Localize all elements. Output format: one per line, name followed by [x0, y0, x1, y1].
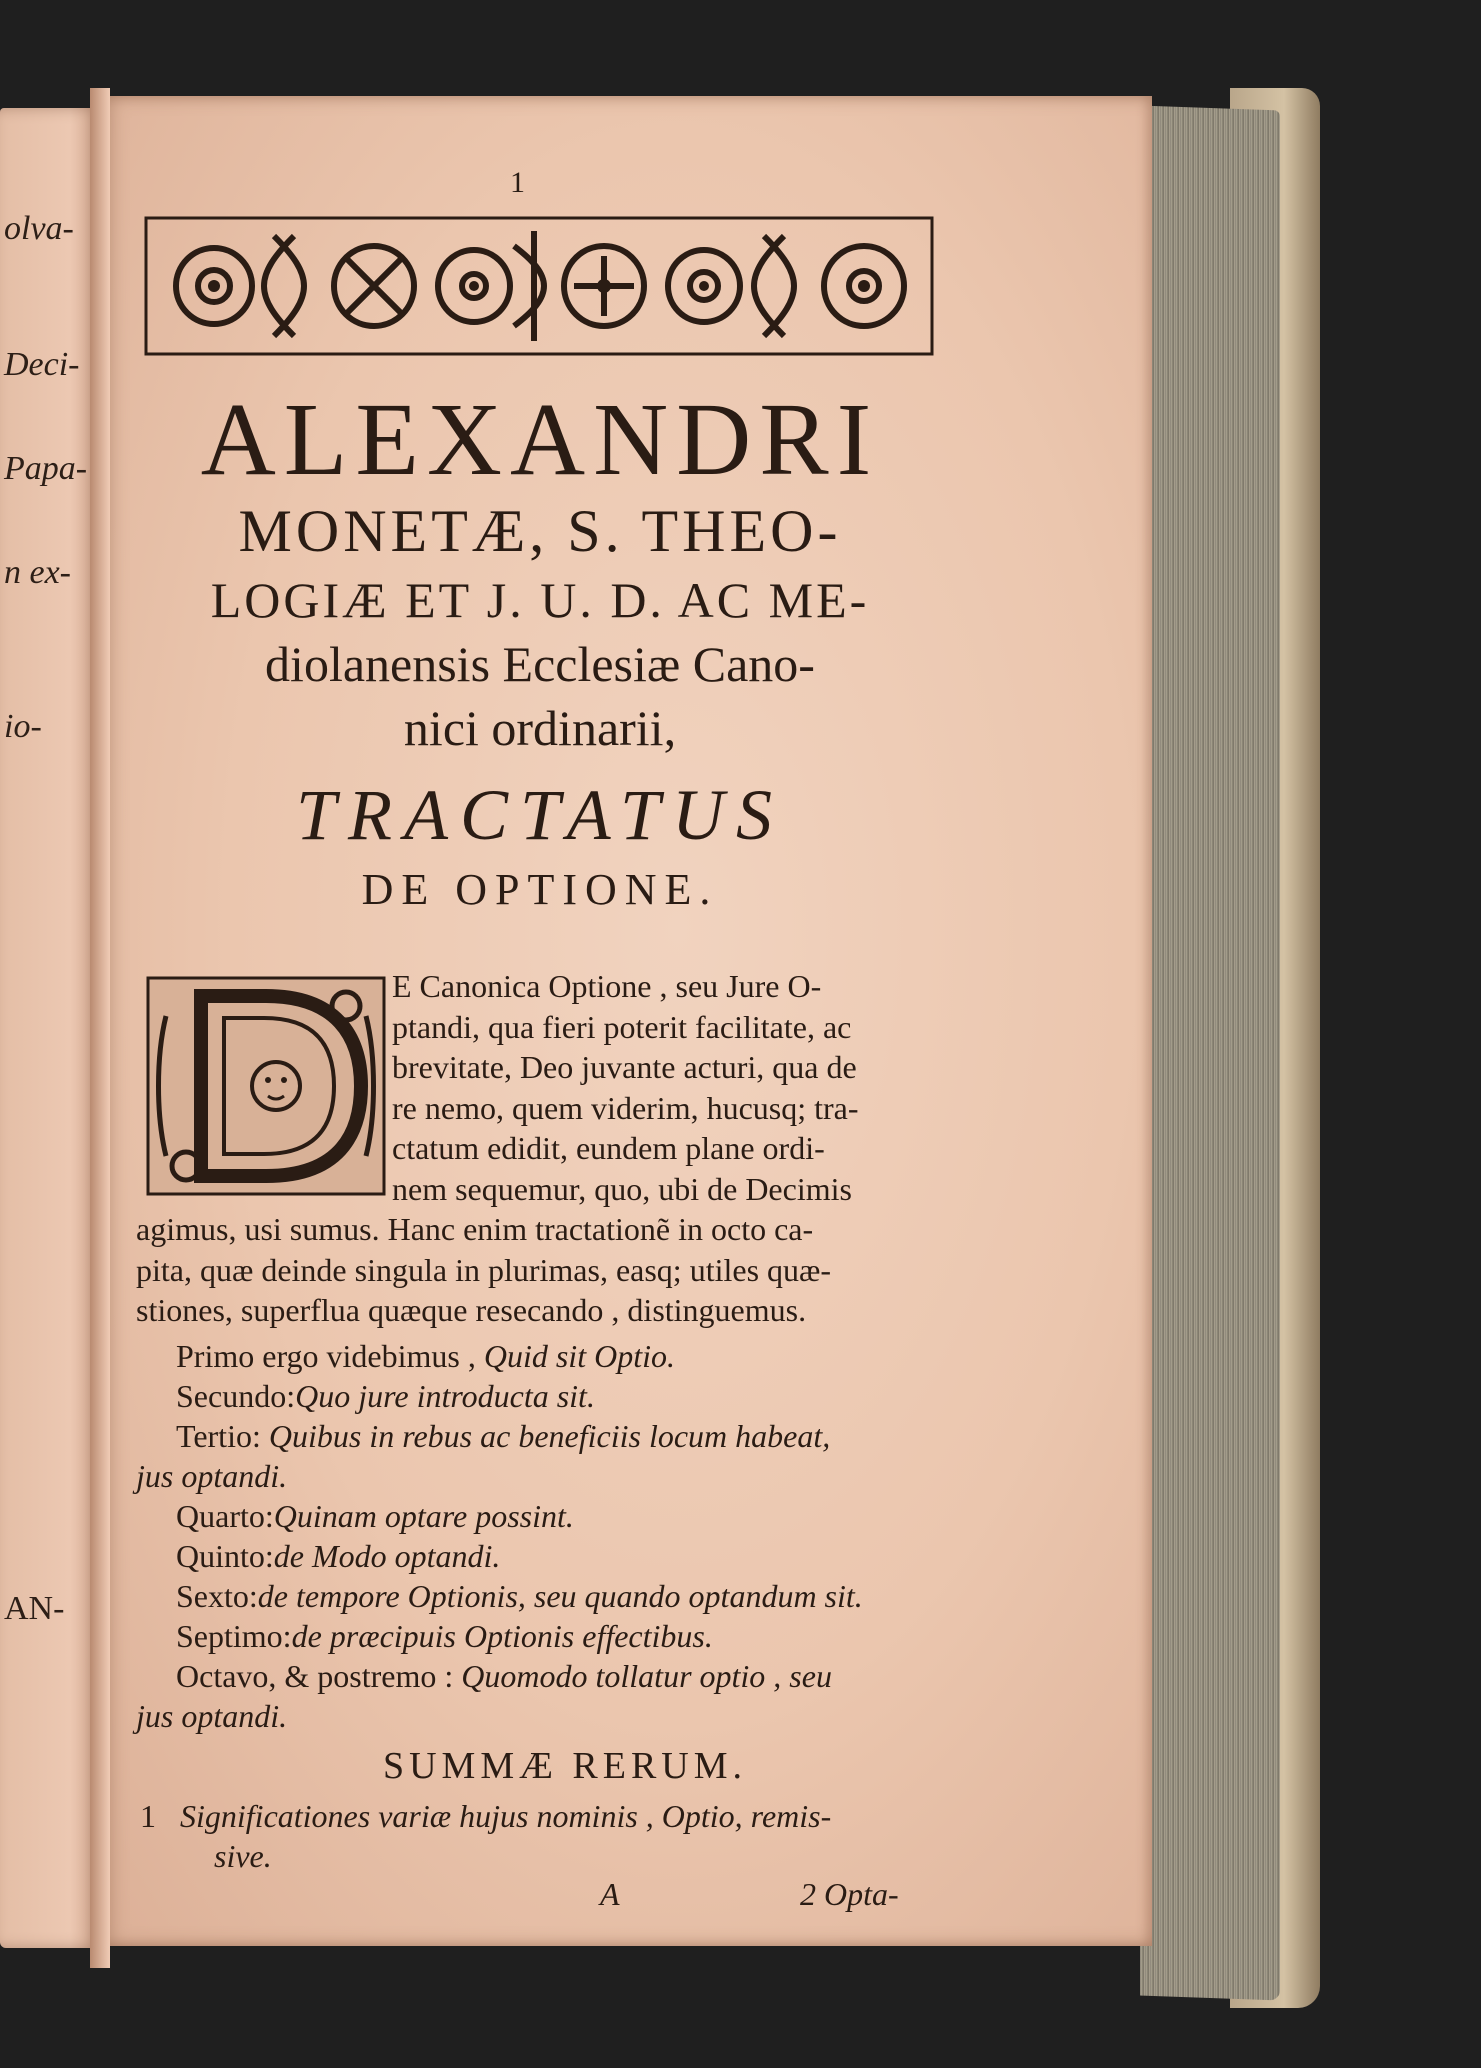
list-lead: Primo ergo videbimus ,	[176, 1338, 476, 1374]
list-topic: Quomodo tollatur optio , seu	[461, 1658, 832, 1694]
body-line: ctatum edidit, eundem plane ordi-	[392, 1130, 825, 1166]
page-edges	[1140, 106, 1280, 2001]
list-item	[136, 1656, 966, 1696]
list-lead: Quarto:	[176, 1498, 274, 1534]
list-topic: de Modo optandi.	[273, 1538, 501, 1574]
ornamental-headpiece	[144, 216, 934, 356]
summary-item	[140, 1796, 970, 1876]
list-topic: de tempore Optionis, seu quando optandum sit.	[257, 1578, 863, 1614]
chapter-list	[136, 1336, 966, 1736]
list-item	[136, 1576, 966, 1616]
left-fragment: olva-	[4, 210, 74, 247]
left-fragment: Papa-	[4, 450, 88, 487]
opening-paragraph	[136, 966, 966, 1331]
list-continuation: jus optandi.	[136, 1458, 288, 1494]
gutter	[90, 88, 110, 1968]
title-line: diolanensis Ecclesiæ Cano-	[265, 636, 815, 692]
body-line: ptandi, qua fieri poterit facilitate, ac	[392, 1008, 852, 1045]
left-page	[0, 108, 100, 1948]
left-fragment: io-	[4, 708, 42, 745]
title-block	[140, 382, 940, 920]
list-item	[136, 1496, 966, 1536]
body-line: agimus, usi sumus. Hanc enim tractationẽ in octo ca-	[136, 1211, 814, 1247]
list-lead: Septimo:	[176, 1618, 292, 1654]
left-fragment: Deci-	[4, 346, 80, 383]
body-line: E Canonica Optione , seu Jure O-	[392, 968, 822, 1004]
body-line: pita, quæ deinde singula in plurimas, easq; utiles quæ-	[136, 1251, 832, 1288]
list-topic: Quinam optare possint.	[273, 1498, 574, 1534]
treatise-heading: TRACTATUS	[295, 775, 785, 855]
body-line: brevitate, Deo juvante acturi, qua de	[392, 1049, 857, 1085]
list-lead: Quinto:	[176, 1538, 274, 1574]
list-topic: Quo jure introducta sit.	[295, 1378, 595, 1414]
signature-mark: A	[600, 1876, 620, 1912]
left-fragment: AN-	[4, 1590, 65, 1627]
list-lead: Octavo, & postremo :	[176, 1658, 454, 1694]
list-item	[136, 1416, 966, 1456]
right-page	[100, 96, 1152, 1946]
body-line: stiones, superflua quæque resecando , distinguemus.	[136, 1292, 807, 1328]
open-book	[0, 88, 1330, 1988]
list-item	[136, 1536, 966, 1576]
list-item	[136, 1336, 966, 1376]
list-lead: Sexto:	[176, 1578, 258, 1614]
folio-number: 1	[510, 166, 525, 199]
summary-heading: SUMMÆ RERUM.	[382, 1745, 748, 1787]
list-topic: de præcipuis Optionis effectibus.	[291, 1618, 713, 1654]
title-line: ALEXANDRI	[200, 382, 880, 497]
list-continuation: jus optandi.	[136, 1698, 288, 1734]
title-line: LOGIÆ ET J. U. D. AC ME-	[210, 572, 870, 628]
body-line: re nemo, quem viderim, hucusq; tra-	[392, 1089, 859, 1126]
summary-text: Significationes variæ hujus nominis , Optio, remis-	[180, 1798, 832, 1834]
title-line: MONETÆ, S. THEO-	[238, 498, 842, 564]
list-topic: Quid sit Optio.	[483, 1338, 675, 1374]
left-fragment: n ex-	[4, 554, 72, 591]
summary-continuation: sive.	[214, 1838, 272, 1874]
list-item	[136, 1616, 966, 1656]
body-line: nem sequemur, quo, ubi de Decimis	[392, 1170, 852, 1207]
summary-number: 1	[140, 1798, 156, 1834]
list-lead: Secundo:	[176, 1378, 296, 1414]
list-lead: Tertio:	[176, 1418, 261, 1454]
list-topic: Quibus in rebus ac beneficiis locum habeat,	[268, 1418, 831, 1454]
list-item	[136, 1376, 966, 1416]
catchword: 2 Opta-	[800, 1876, 899, 1912]
title-line: nici ordinarii,	[403, 700, 677, 756]
treatise-subheading: DE OPTIONE.	[361, 865, 719, 914]
